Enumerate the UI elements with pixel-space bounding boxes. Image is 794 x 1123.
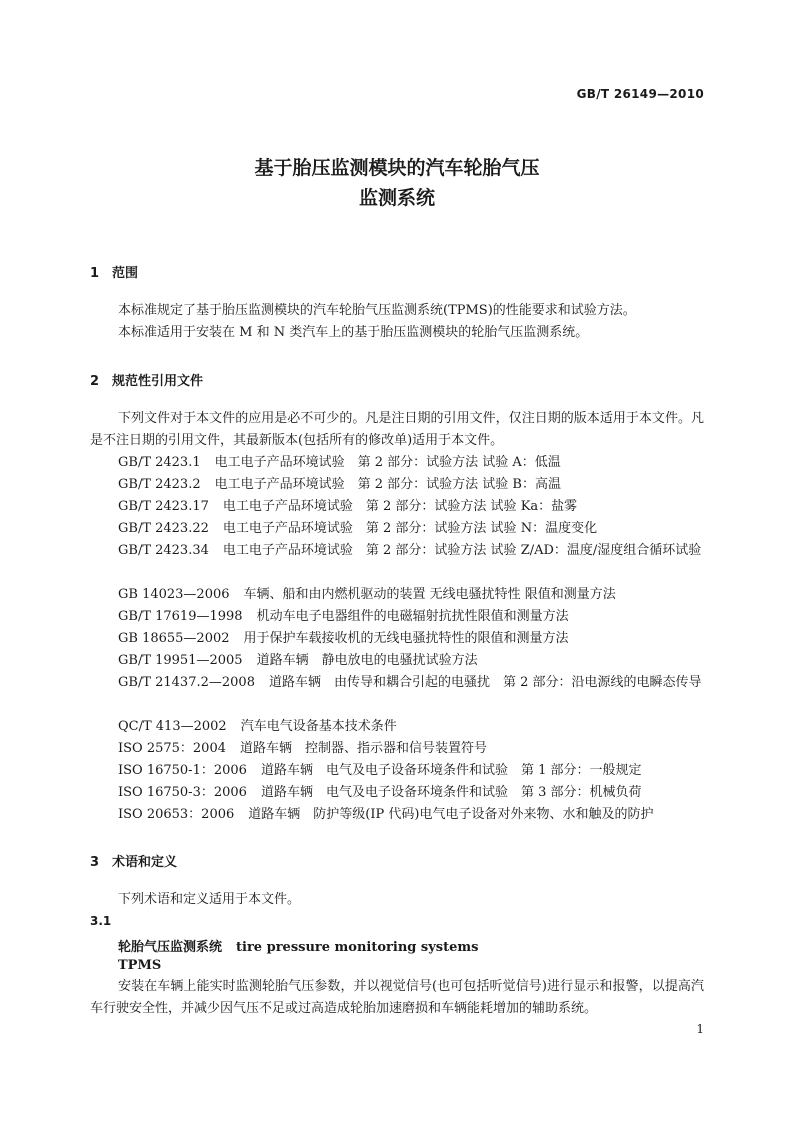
reference-code: GB/T 2423.22 [118, 521, 209, 536]
document-title-line2: 监测系统 [358, 187, 435, 209]
reference-code: QC/T 413—2002 [118, 719, 227, 734]
reference-title: 汽车电气设备基本技术条件 [240, 719, 397, 734]
reference-item [90, 606, 704, 628]
reference-title: 电工电子产品环境试验 第 2 部分：试验方法 试验 B：高温 [214, 477, 561, 492]
reference-code: GB/T 2423.34 [118, 543, 209, 558]
reference-title: 机动车电子电器组件的电磁辐射抗扰性限值和测量方法 [256, 609, 569, 624]
reference-title: 道路车辆 控制器、指示器和信号装置符号 [240, 741, 488, 756]
section-title: 规范性引用文件 [112, 374, 204, 389]
clause-number: 3.1 [90, 914, 112, 928]
section-title: 术语和定义 [112, 855, 178, 870]
reference-item [90, 782, 704, 804]
reference-item [90, 474, 704, 496]
reference-item [90, 672, 704, 694]
section-title: 范围 [112, 266, 139, 281]
reference-code: ISO 16750-1：2006 [118, 763, 247, 778]
reference-code: GB/T 21437.2—2008 [118, 675, 255, 690]
section-3-heading [90, 851, 177, 870]
paragraph: 本标准适用于安装在 M 和 N 类汽车上的基于胎压监测模块的轮胎气压监测系统。 [118, 325, 589, 340]
reference-title: 电工电子产品环境试验 第 2 部分：试验方法 试验 N：温度变化 [222, 521, 598, 536]
section-number: 1 [90, 266, 100, 281]
reference-item [90, 584, 704, 606]
reference-title: 电工电子产品环境试验 第 2 部分：试验方法 试验 Ka：盐雾 [222, 499, 578, 514]
reference-title: 道路车辆 电气及电子设备环境条件和试验 第 3 部分：机械负荷 [260, 785, 642, 800]
reference-code: ISO 16750-3：2006 [118, 785, 247, 800]
page-number: 1 [696, 1022, 704, 1036]
paragraph: 本标准规定了基于胎压监测模块的汽车轮胎气压监测系统(TPMS)的性能要求和试验方法。 [118, 303, 636, 318]
reference-code: GB/T 2423.17 [118, 499, 209, 514]
reference-item [90, 496, 704, 518]
reference-title: 电工电子产品环境试验 第 2 部分：试验方法 试验 Z/AD：温度/湿度组合循环试验 [222, 543, 702, 558]
reference-title: 道路车辆 由传导和耦合引起的电骚扰 第 2 部分：沿电源线的电瞬态传导 [268, 675, 702, 690]
term-definition: 安装在车辆上能实时监测轮胎气压参数，并以视觉信号(也可包括听觉信号)进行显示和报警，以提高汽车行驶安全性，并减少因气压不足或过高造成轮胎加速磨损和车辆能耗增加的辅助系统。 [90, 979, 704, 1016]
standard-number: GB/T 26149—2010 [576, 87, 704, 101]
term-chinese: 轮胎气压监测系统 [118, 940, 223, 955]
reference-code: GB 14023—2006 [118, 587, 230, 602]
reference-code: ISO 2575：2004 [118, 741, 226, 756]
reference-title: 电工电子产品环境试验 第 2 部分：试验方法 试验 A：低温 [214, 455, 561, 470]
section-number: 2 [90, 374, 100, 389]
reference-item [90, 540, 704, 562]
reference-item [90, 628, 704, 650]
reference-item [90, 716, 704, 738]
paragraph: 下列术语和定义适用于本文件。 [118, 892, 301, 907]
section-1-heading [90, 262, 138, 281]
reference-item [90, 804, 704, 826]
reference-title: 道路车辆 静电放电的电骚扰试验方法 [256, 653, 478, 668]
reference-item [90, 650, 704, 672]
term-entry [118, 936, 478, 955]
reference-title: 车辆、船和由内燃机驱动的装置 无线电骚扰特性 限值和测量方法 [243, 587, 616, 602]
reference-code: GB/T 17619—1998 [118, 609, 243, 624]
term-english: tire pressure monitoring systems [236, 940, 479, 955]
reference-code: GB/T 2423.1 [118, 455, 201, 470]
reference-title: 道路车辆 电气及电子设备环境条件和试验 第 1 部分：一般规定 [260, 763, 642, 778]
reference-item [90, 738, 704, 760]
reference-title: 道路车辆 防护等级(IP 代码)电气电子设备对外来物、水和触及的防护 [248, 807, 654, 822]
document-title-line1: 基于胎压监测模块的汽车轮胎气压 [254, 157, 540, 179]
reference-item [90, 452, 704, 474]
section-number: 3 [90, 855, 100, 870]
reference-item [90, 518, 704, 540]
reference-title: 用于保护车载接收机的无线电骚扰特性的限值和测量方法 [243, 631, 569, 646]
reference-item [90, 760, 704, 782]
reference-code: GB 18655—2002 [118, 631, 230, 646]
section-2-heading [90, 370, 203, 389]
paragraph: 下列文件对于本文件的应用是必不可少的。凡是注日期的引用文件，仅注日期的版本适用于本文件。凡是不注日期的引用文件，其最新版本(包括所有的修改单)适用于本文件。 [90, 411, 704, 448]
reference-code: GB/T 2423.2 [118, 477, 201, 492]
reference-code: GB/T 19951—2005 [118, 653, 243, 668]
term-abbreviation: TPMS [118, 958, 162, 973]
reference-code: ISO 20653：2006 [118, 807, 235, 822]
